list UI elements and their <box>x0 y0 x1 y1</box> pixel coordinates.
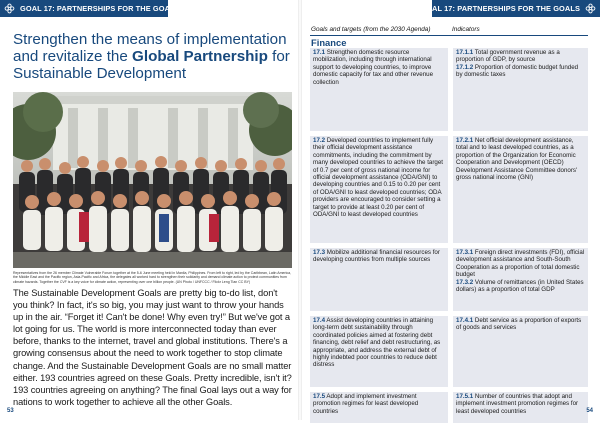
target-rows <box>310 48 588 423</box>
indicator-cell <box>453 392 588 423</box>
indicator-cell <box>453 48 588 131</box>
indicator-number: 17.3.1 <box>456 249 474 256</box>
target-number: 17.3 <box>313 249 326 256</box>
left-banner-title: GOAL 17: PARTNERSHIPS FOR THE GOALS <box>20 4 180 13</box>
target-row <box>310 316 588 387</box>
indicator-item <box>456 64 585 79</box>
indicator-cell <box>453 136 588 243</box>
indicator-number: 17.5.1 <box>456 393 474 400</box>
section-title-finance: Finance <box>311 37 347 48</box>
target-number: 17.5 <box>313 393 326 400</box>
indicator-number: 17.1.2 <box>456 63 474 71</box>
photo-caption: Representatives from the 26 member Climate Vulnerable Forum together at the 5-6 June meeting held in Manila, Philippines. From left to right, led by the Caribbean, Latin America, the Middle East and the Pacific region, Asia-Pacific and Africa, the delegates all worked hard to strengthen their solidarity and demand climate action to protect communities from climate hazards. Together the CVF is a key voice for climate action, representing over one billion people. (UN Photo / UNFCCC / Flickr Leng Tian CC BY) <box>13 271 292 284</box>
targets-table <box>310 24 588 428</box>
indicator-number: 17.4.1 <box>456 317 474 324</box>
target-cell <box>310 316 448 387</box>
left-goal-banner <box>0 0 180 17</box>
indicator-item <box>456 249 585 279</box>
header-indicators: Indicators <box>452 26 480 33</box>
target-row <box>310 136 588 243</box>
target-text: Assist developing countries in attaining long-term debt sustainability through coordinated policies aimed at fostering debt financing, debt relief and debt restructuring, as appropriate, and address the external debt of highly indebted poor countries to reduce debt distress <box>313 317 441 369</box>
indicator-item <box>456 49 585 64</box>
target-text: Strengthen domestic resource mobilization, including through international support to developing countries, to improve domestic capacity for tax and other revenue collection <box>313 49 434 86</box>
indicator-number: 17.1.1 <box>456 49 474 56</box>
right-goal-banner <box>420 0 600 17</box>
body-text: The Sustainable Development Goals are pretty big to-do list, don't you think? In fact, it's so big, you may just want to throw your hands up in the air. “Forget it! Can't be done! Why even try!” But we've got a lot going for us. The world is more interconnected today than ever before, thanks to the internet, travel and global institutions. There's a growing consensus about the need to work together to stop climate change. And the Sustainable Development Goals are no small matter either. 193 countries agreed on these Goals. Pretty incredible, isn't it? 193 countries agreeing on anything? The final Goal lays out a way for nations to work together to achieve all the other Goals. <box>13 288 292 407</box>
right-banner-title: GOAL 17: PARTNERSHIPS FOR THE GOALS <box>420 4 580 13</box>
target-row <box>310 48 588 131</box>
indicator-text: Volume of remittances (in United States dollars) as a proportion of total GDP <box>456 278 584 294</box>
indicator-text: Debt service as a proportion of exports of goods and services <box>456 317 582 332</box>
indicator-number: 17.3.2 <box>456 278 474 286</box>
left-page <box>0 0 300 420</box>
indicator-text: Net official development assistance, total and to least developed countries, as a proportion of the Organization for Economic Cooperation and Development (OECD) Development Assistance Committee donors' gross national income (GNI) <box>456 137 578 182</box>
indicator-text: Foreign direct investments (FDI), official development assistance and South-South Cooperation as a proportion of total domestic budget <box>456 249 585 279</box>
target-number: 17.4 <box>313 317 326 324</box>
target-cell <box>310 48 448 131</box>
target-text: Developed countries to implement fully their official development assistance commitments, including the commitment by many developed countries to achieve the target of 0.7 per cent of gross national income for official development assistance (ODA/GNI) to developing countries and 0.15 to 0.20 per cent of ODA/GNI to least developed countries; ODA providers are encouraged to consider setting a target to provide at least 0.20 per cent of ODA/GNI to least developed countries <box>313 137 444 219</box>
target-row <box>310 248 588 311</box>
right-page <box>300 0 600 420</box>
indicator-cell <box>453 316 588 387</box>
page-number-right: 54 <box>586 408 593 414</box>
indicator-item <box>456 137 585 181</box>
target-text: Adopt and implement investment promotion regimes for least developed countries <box>313 393 419 415</box>
target-number: 17.2 <box>313 137 326 144</box>
target-cell <box>310 248 448 311</box>
indicator-cell <box>453 248 588 311</box>
header-targets: Goals and targets (from the 2030 Agenda) <box>311 26 431 33</box>
goal-17-flower-icon <box>4 3 15 14</box>
page-title: Strengthen the means of implementation and revitalize the Global Partnership for Sustainable Development <box>13 31 290 82</box>
indicator-item <box>456 317 585 332</box>
indicator-text: Proportion of domestic budget funded by domestic taxes <box>456 63 579 79</box>
table-header <box>310 24 588 36</box>
target-cell <box>310 136 448 243</box>
indicator-item <box>456 393 585 415</box>
indicator-number: 17.2.1 <box>456 137 474 144</box>
target-row <box>310 392 588 423</box>
target-cell <box>310 392 448 423</box>
goal-17-flower-icon <box>585 3 596 14</box>
target-text: Mobilize additional financial resources for developing countries from multiple sources <box>313 249 440 264</box>
group-photo <box>13 92 292 268</box>
indicator-text: Total government revenue as a proportion of GDP, by source <box>456 49 560 64</box>
indicator-item <box>456 279 585 294</box>
target-number: 17.1 <box>313 49 326 56</box>
indicator-text: Number of countries that adopt and implement investment promotion regimes for least developed countries <box>456 393 579 415</box>
page-number-left: 53 <box>7 408 14 414</box>
